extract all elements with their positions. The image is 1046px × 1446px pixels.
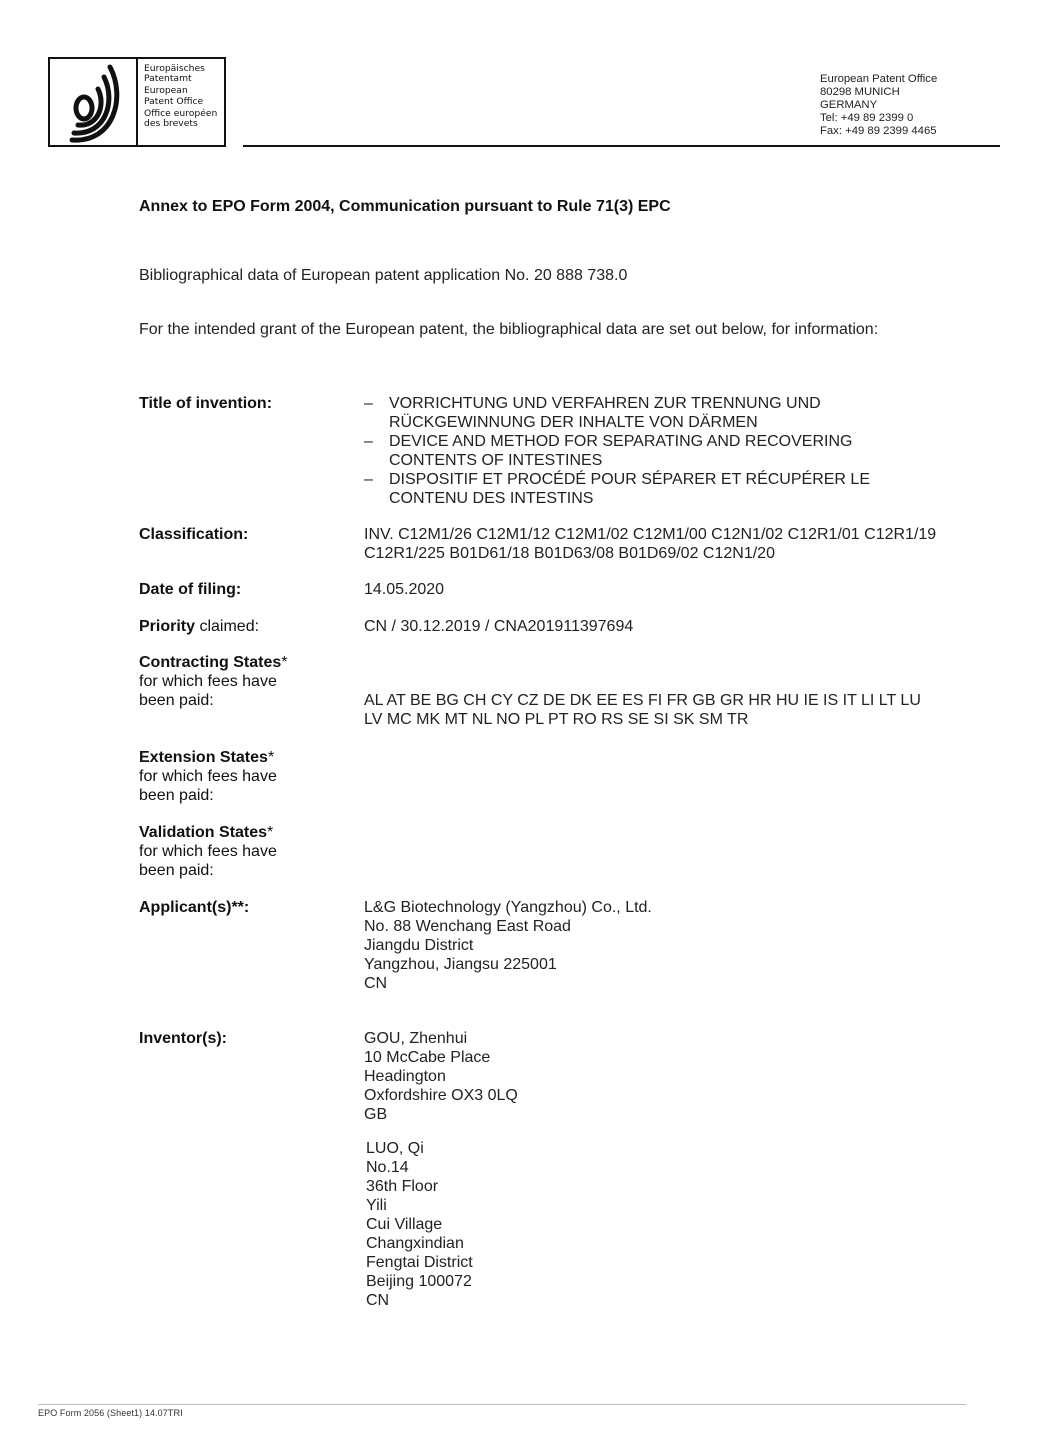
extension-states-label: Extension States* for which fees have been paid: [139, 749, 277, 804]
logo-line: Office européen [144, 107, 218, 119]
address-line: European Patent Office [820, 73, 938, 85]
office-address [820, 73, 937, 138]
priority-value: CN / 30.12.2019 / CNA201911397694 [364, 618, 634, 635]
title-values [364, 394, 870, 508]
footer-rule [38, 1404, 966, 1405]
logo-line: Patentamt [144, 73, 192, 85]
page-title: Annex to EPO Form 2004, Communication pursuant to Rule 71(3) EPC [139, 198, 671, 215]
address-line: 80298 MUNICH [820, 86, 900, 98]
contracting-states-label: Contracting States* for which fees have been paid: [139, 654, 288, 709]
title-item-de: – VORRICHTUNG UND VERFAHREN ZUR TRENNUNG UND RÜCKGEWINNUNG DER INHALTE VON DÄRMEN [364, 395, 821, 431]
logo-line: des brevets [144, 118, 198, 130]
header-rule [243, 145, 1000, 147]
logo-line: Europäisches [144, 63, 205, 74]
epo-logo [48, 57, 226, 147]
validation-states-label: Validation States* for which fees have been paid: [139, 824, 277, 879]
inventors-label: Inventor(s): [139, 1030, 227, 1047]
title-label: Title of invention: [139, 395, 273, 412]
title-item-en: – DEVICE AND METHOD FOR SEPARATING AND RECOVERING CONTENTS OF INTESTINES [364, 433, 853, 469]
logo-wordmark [144, 64, 217, 129]
address-line: Tel: +49 89 2399 0 [820, 112, 914, 124]
date-of-filing-label: Date of filing: [139, 581, 242, 598]
inventor-2-address: LUO, Qi No.14 36th Floor Yili Cui Village Changxindian Fengtai District Beijing 100072 CN [366, 1140, 473, 1309]
address-line: GERMANY [820, 99, 878, 111]
form-footer: EPO Form 2056 (Sheet1) 14.07TRI [38, 1408, 183, 1418]
title-item-fr: – DISPOSITIF ET PROCÉDÉ POUR SÉPARER ET RÉCUPÉRER LE CONTENU DES INTESTINS [364, 471, 870, 507]
inventor-1-address: GOU, Zhenhui 10 McCabe Place Headington Oxfordshire OX3 0LQ GB [364, 1030, 518, 1123]
classification-label: Classification: [139, 526, 249, 543]
logo-separator [136, 59, 138, 145]
priority-label: Priority claimed: [139, 618, 260, 635]
address-line: Fax: +49 89 2399 4465 [820, 125, 937, 137]
applicants-value: L&G Biotechnology (Yangzhou) Co., Ltd. No. 88 Wenchang East Road Jiangdu District Yangzhou, Jiangsu 225001 CN [364, 899, 652, 992]
epo-emblem-icon [54, 61, 136, 145]
date-of-filing-value: 14.05.2020 [364, 581, 445, 598]
contracting-states-value: AL AT BE BG CH CY CZ DE DK EE ES FI FR GB GR HR HU IE IS IT LI LT LU LV MC MK MT NL NO PL PT RO RS SE SI SK SM TR [364, 692, 921, 728]
intro-line: For the intended grant of the European patent, the bibliographical data are set out below, for information: [139, 321, 879, 338]
bibliographical-line: Bibliographical data of European patent application No. 20 888 738.0 [139, 267, 628, 284]
applicants-label: Applicant(s)**: [139, 899, 250, 916]
logo-line: European [144, 85, 188, 97]
classification-value: INV. C12M1/26 C12M1/12 C12M1/02 C12M1/00 C12N1/02 C12R1/01 C12R1/19 C12R1/225 B01D61/18 B01D63/08 B01D69/02 C12N1/20 [364, 526, 937, 562]
logo-line: Patent Office [144, 95, 204, 107]
